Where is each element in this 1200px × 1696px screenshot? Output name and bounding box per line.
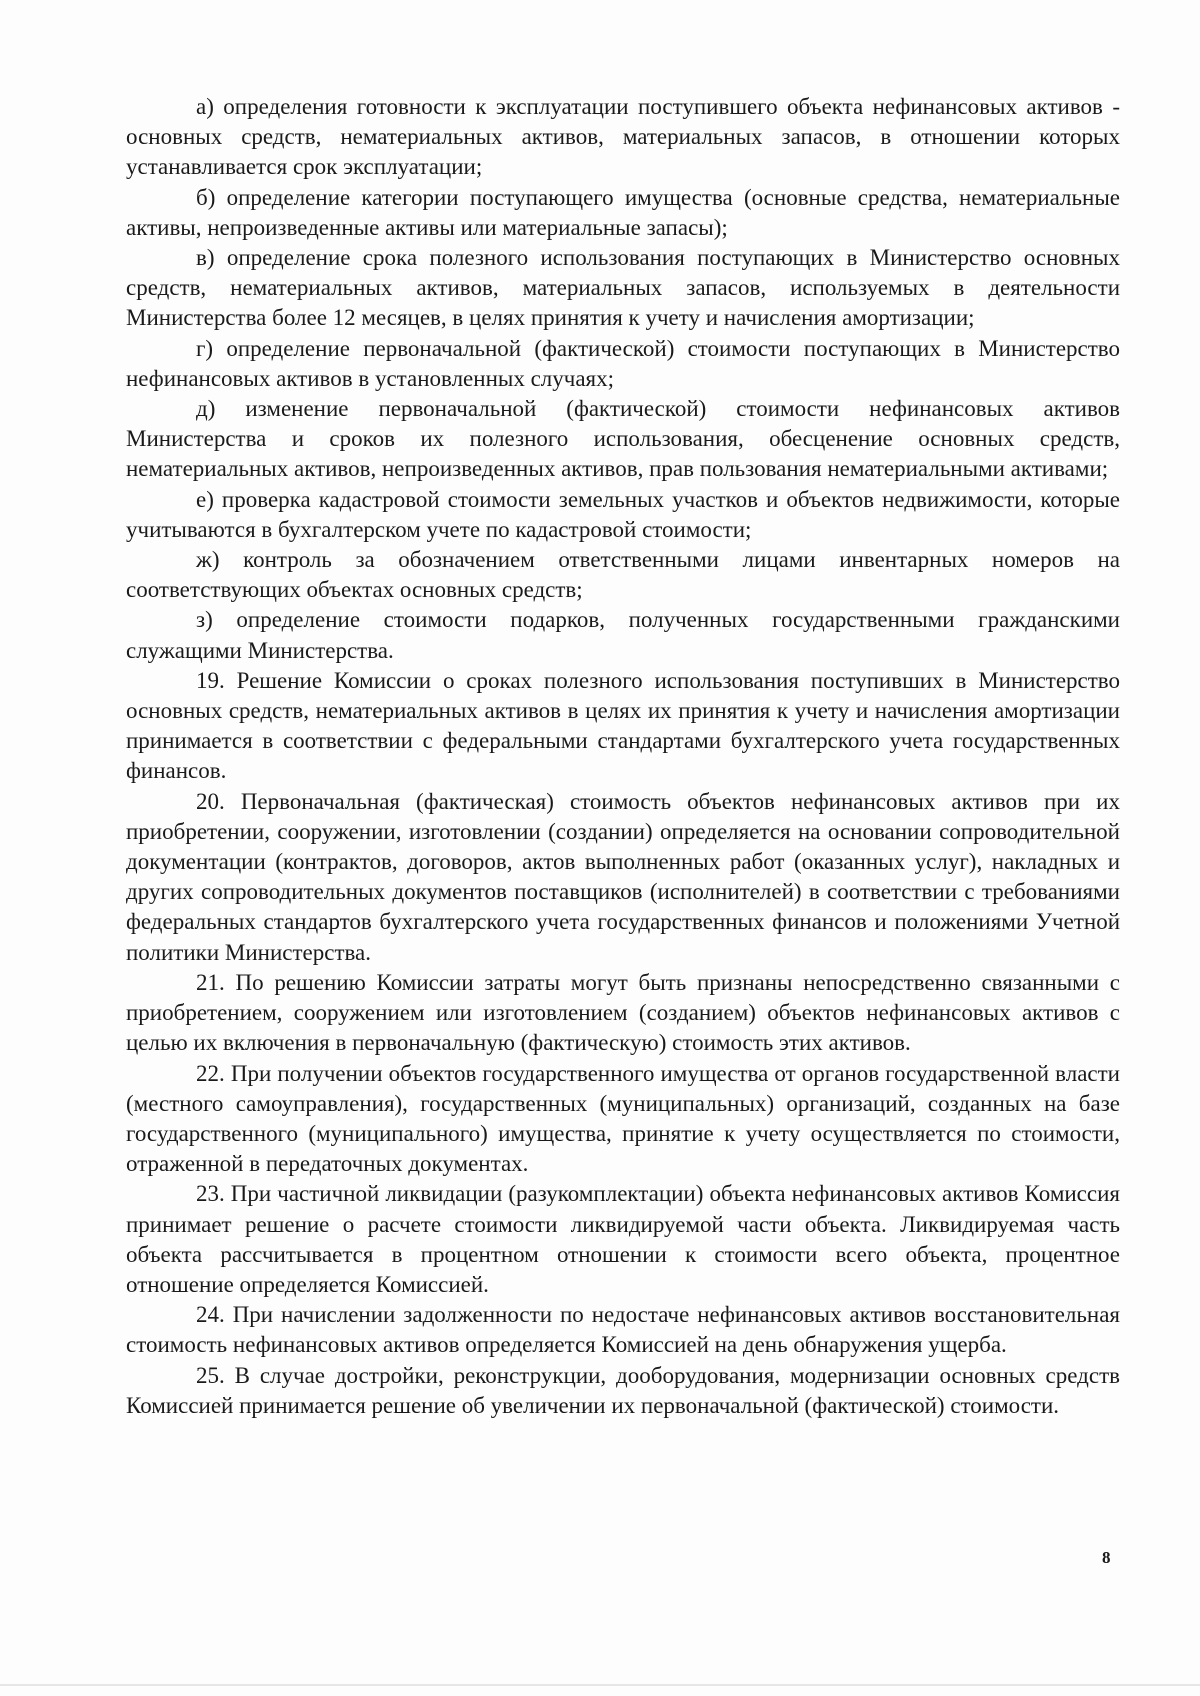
paragraph-25: 25. В случае достройки, реконструкции, дооборудования, модернизации основных средств Комиссией принимается решение об увеличении их первоначальной (фактической) стоимости. (126, 1362, 1120, 1418)
paragraph-item-a: а) определения готовности к эксплуатации поступившего объекта нефинансовых активов - основных средств, нематериальных активов, материальных запасов, в отношении которых устанавливается срок эксплуатации; (126, 94, 1120, 180)
document-body (126, 92, 1120, 1421)
paragraph-22: 22. При получении объектов государственного имущества от органов государственной власти (местного самоуправления), государственных (муниципальных) организаций, созданных на базе государственного (муниципального) имущества, принятие к учету осуществляется по стоимости, отраженной в передаточных документах. (126, 1060, 1120, 1177)
paragraph-item-z: з) определение стоимости подарков, полученных государственными гражданскими служащими Министерства. (126, 607, 1120, 663)
paragraph-20: 20. Первоначальная (фактическая) стоимость объектов нефинансовых активов при их приобретении, сооружении, изготовлении (создании) определяется на основании сопроводительной документации (контрактов, договоров, актов выполненных работ (оказанных услуг), накладных и других сопроводительных документов поставщиков (исполнителей) в соответствии с требованиями федеральных стандартов бухгалтерского учета государственных финансов и положениями Учетной политики Министерства. (126, 788, 1120, 965)
paragraph-24: 24. При начислении задолженности по недостаче нефинансовых активов восстановительная стоимость нефинансовых активов определяется Комиссией на день обнаружения ущерба. (126, 1302, 1120, 1358)
paragraph-item-d: д) изменение первоначальной (фактической) стоимости нефинансовых активов Министерства и сроков их полезного использования, обесценение основных средств, нематериальных активов, непроизведенных активов, прав пользования нематериальными активами; (126, 396, 1120, 482)
paragraph-item-v: в) определение срока полезного использования поступающих в Министерство основных средств, нематериальных активов, материальных запасов, используемых в деятельности Министерства более 12 месяцев, в целях принятия к учету и начисления амортизации; (126, 245, 1120, 331)
paragraph-21: 21. По решению Комиссии затраты могут быть признаны непосредственно связанными с приобретением, сооружением или изготовлением (созданием) объектов нефинансовых активов с целью их включения в первоначальную (фактическую) стоимость этих активов. (126, 969, 1120, 1056)
page-number: 8 (1102, 1548, 1111, 1567)
paragraph-item-zh: ж) контроль за обозначением ответственными лицами инвентарных номеров на соответствующих объектах основных средств; (126, 547, 1120, 603)
paragraph-23: 23. При частичной ликвидации (разукомплектации) объекта нефинансовых активов Комиссия принимает решение о расчете стоимости ликвидируемой части объекта. Ликвидируемая часть объекта рассчитывается в процентном отношении к стоимости всего объекта, процентное отношение определяется Комиссией. (126, 1181, 1120, 1297)
scan-bottom-edge (0, 1684, 1200, 1686)
paragraph-item-e: е) проверка кадастровой стоимости земельных участков и объектов недвижимости, которые учитываются в бухгалтерском учете по кадастровой стоимости; (126, 486, 1120, 542)
paragraph-item-g: г) определение первоначальной (фактической) стоимости поступающих в Министерство нефинансовых активов в установленных случаях; (126, 335, 1120, 391)
paragraph-19: 19. Решение Комиссии о сроках полезного использования поступивших в Министерство основных средств, нематериальных активов в целях их принятия к учету и начисления амортизации принимается в соответствии с федеральными стандартами бухгалтерского учета государственных финансов. (126, 667, 1120, 784)
paragraph-item-b: б) определение категории поступающего имущества (основные средства, нематериальные активы, непроизведенные активы или материальные запасы); (126, 184, 1120, 240)
